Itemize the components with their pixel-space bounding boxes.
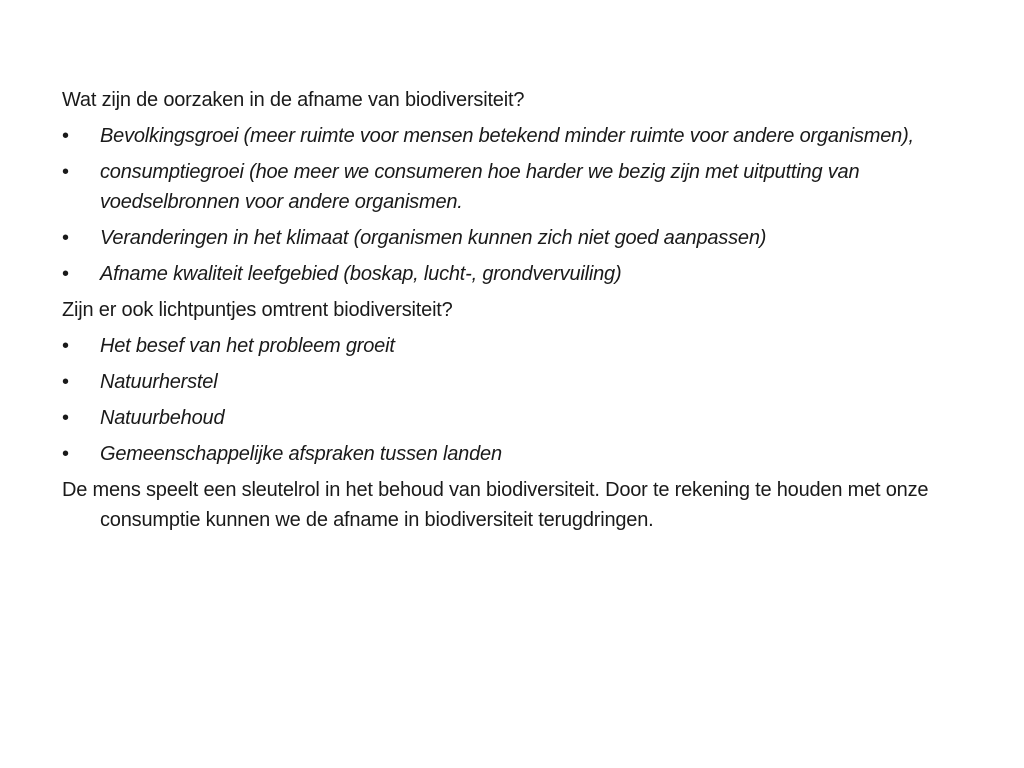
- bullet-text: Gemeenschappelijke afspraken tussen landen: [100, 443, 502, 465]
- bullet-icon: •: [62, 263, 69, 285]
- bullet-text: Veranderingen in het klimaat (organismen kunnen zich niet goed aanpassen): [100, 227, 767, 249]
- bullet-icon: •: [62, 371, 69, 393]
- bullet-icon: •: [62, 227, 69, 249]
- bullet-text: consumptiegroei (hoe meer we consumeren hoe harder we bezig zijn met uitputting van voedselbronnen voor andere organismen.: [100, 161, 860, 213]
- bullet-item: [62, 259, 962, 289]
- bullet-text: Het besef van het probleem groeit: [100, 335, 395, 357]
- bullet-item: [62, 223, 962, 253]
- bullet-item: [62, 439, 962, 469]
- bullet-text: Natuurherstel: [100, 371, 218, 393]
- bullet-icon: •: [62, 335, 69, 357]
- bullet-text: Afname kwaliteit leefgebied (boskap, lucht-, grondvervuiling): [100, 263, 622, 285]
- bullet-item: [62, 121, 962, 151]
- conclusion-paragraph: De mens speelt een sleutelrol in het behoud van biodiversiteit. Door te rekening te houden met onze consumptie kunnen we de afname in biodiversiteit terugdringen.: [62, 479, 929, 531]
- bullet-item: [62, 331, 962, 361]
- bullet-icon: •: [62, 161, 69, 183]
- bullet-item: [62, 403, 962, 433]
- bullet-icon: •: [62, 443, 69, 465]
- bullet-icon: •: [62, 407, 69, 429]
- slide-content: [62, 85, 962, 541]
- bullet-text: Bevolkingsgroei (meer ruimte voor mensen betekend minder ruimte voor andere organismen),: [100, 125, 914, 147]
- bullet-text: Natuurbehoud: [100, 407, 225, 429]
- bullet-item: [62, 367, 962, 397]
- bullet-icon: •: [62, 125, 69, 147]
- bullet-item: [62, 157, 962, 217]
- question-highlights: Zijn er ook lichtpuntjes omtrent biodiversiteit?: [62, 299, 453, 321]
- question-causes: Wat zijn de oorzaken in de afname van biodiversiteit?: [62, 89, 525, 111]
